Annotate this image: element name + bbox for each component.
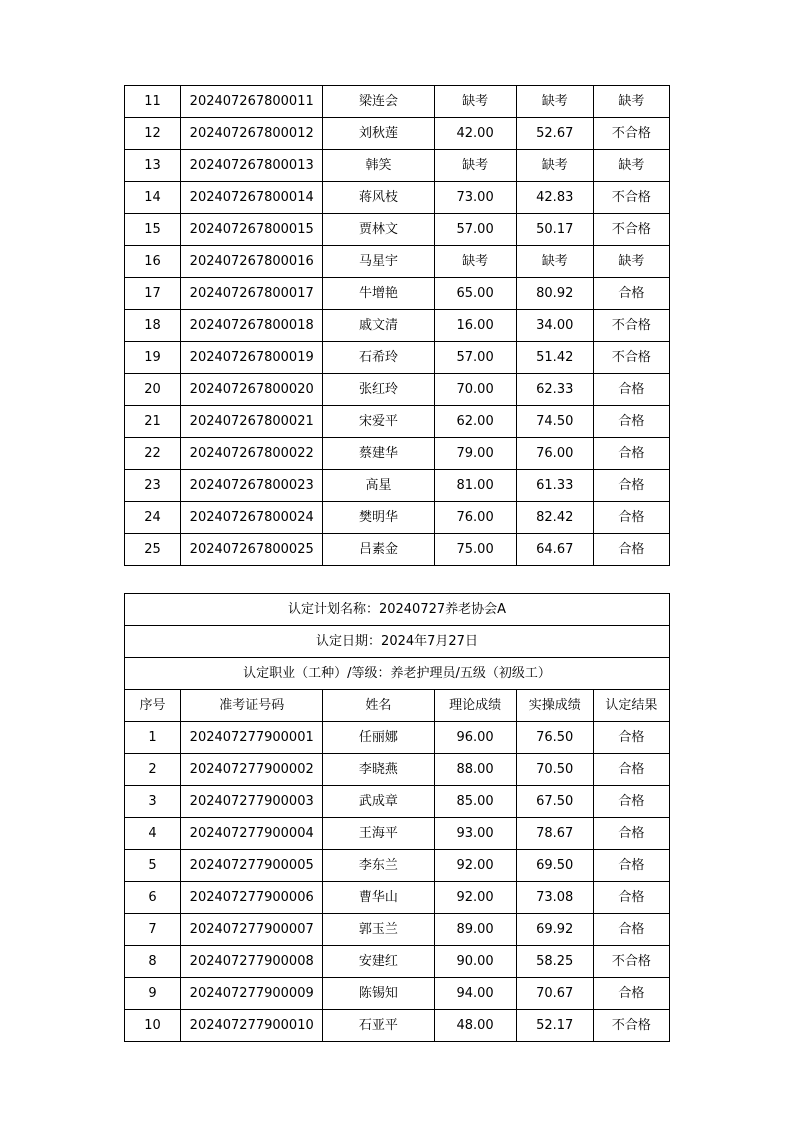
cell-ticket-id: 202407267800021 — [181, 406, 323, 438]
cell-practice-score: 51.42 — [516, 342, 593, 374]
cell-theory-score: 缺考 — [434, 86, 516, 118]
cell-theory-score: 75.00 — [434, 534, 516, 566]
table-row — [125, 118, 670, 150]
table-row — [125, 786, 670, 818]
cell-theory-score: 57.00 — [434, 342, 516, 374]
plan-name-row — [125, 594, 670, 626]
table-row — [125, 534, 670, 566]
plan-name: 认定计划名称：20240727养老协会A — [125, 594, 670, 626]
header-seq: 序号 — [125, 690, 181, 722]
cell-theory-score: 94.00 — [434, 978, 516, 1010]
cell-seq: 16 — [125, 246, 181, 278]
cell-ticket-id: 202407277900010 — [181, 1010, 323, 1042]
table-row — [125, 214, 670, 246]
cell-result: 合格 — [593, 914, 669, 946]
cell-seq: 2 — [125, 754, 181, 786]
cell-ticket-id: 202407277900001 — [181, 722, 323, 754]
cell-ticket-id: 202407267800022 — [181, 438, 323, 470]
cell-practice-score: 50.17 — [516, 214, 593, 246]
cell-result: 缺考 — [593, 246, 669, 278]
cell-practice-score: 52.67 — [516, 118, 593, 150]
cell-theory-score: 48.00 — [434, 1010, 516, 1042]
cell-theory-score: 79.00 — [434, 438, 516, 470]
cell-seq: 18 — [125, 310, 181, 342]
cell-name: 戚文清 — [323, 310, 434, 342]
cell-result: 合格 — [593, 818, 669, 850]
cell-seq: 23 — [125, 470, 181, 502]
cell-seq: 6 — [125, 882, 181, 914]
cell-seq: 3 — [125, 786, 181, 818]
cell-practice-score: 61.33 — [516, 470, 593, 502]
table-row — [125, 342, 670, 374]
cell-practice-score: 缺考 — [516, 150, 593, 182]
cell-seq: 12 — [125, 118, 181, 150]
cell-result: 缺考 — [593, 150, 669, 182]
results-table-1 — [124, 85, 670, 566]
date-row — [125, 626, 670, 658]
cell-name: 郭玉兰 — [323, 914, 434, 946]
cell-practice-score: 69.92 — [516, 914, 593, 946]
cell-ticket-id: 202407267800017 — [181, 278, 323, 310]
cell-theory-score: 70.00 — [434, 374, 516, 406]
cell-seq: 11 — [125, 86, 181, 118]
cell-practice-score: 34.00 — [516, 310, 593, 342]
cell-practice-score: 67.50 — [516, 786, 593, 818]
table-row — [125, 978, 670, 1010]
cell-theory-score: 62.00 — [434, 406, 516, 438]
cell-name: 任丽娜 — [323, 722, 434, 754]
cell-name: 石希玲 — [323, 342, 434, 374]
cell-result: 合格 — [593, 534, 669, 566]
cell-theory-score: 16.00 — [434, 310, 516, 342]
cell-practice-score: 69.50 — [516, 850, 593, 882]
cell-theory-score: 96.00 — [434, 722, 516, 754]
cell-ticket-id: 202407277900005 — [181, 850, 323, 882]
cell-seq: 15 — [125, 214, 181, 246]
cell-ticket-id: 202407267800020 — [181, 374, 323, 406]
cell-name: 王海平 — [323, 818, 434, 850]
cell-theory-score: 92.00 — [434, 882, 516, 914]
cell-seq: 5 — [125, 850, 181, 882]
cell-ticket-id: 202407267800012 — [181, 118, 323, 150]
cell-ticket-id: 202407277900009 — [181, 978, 323, 1010]
cell-theory-score: 65.00 — [434, 278, 516, 310]
cell-result: 合格 — [593, 406, 669, 438]
cell-ticket-id: 202407267800011 — [181, 86, 323, 118]
cell-seq: 9 — [125, 978, 181, 1010]
cell-name: 李晓燕 — [323, 754, 434, 786]
cell-result: 不合格 — [593, 342, 669, 374]
results-table-1-body — [125, 86, 670, 566]
cell-result: 合格 — [593, 882, 669, 914]
cell-ticket-id: 202407277900002 — [181, 754, 323, 786]
table-row — [125, 818, 670, 850]
table-row — [125, 754, 670, 786]
cell-name: 宋爱平 — [323, 406, 434, 438]
cell-practice-score: 76.00 — [516, 438, 593, 470]
cell-practice-score: 70.50 — [516, 754, 593, 786]
table-row — [125, 374, 670, 406]
cell-practice-score: 缺考 — [516, 86, 593, 118]
cell-ticket-id: 202407267800019 — [181, 342, 323, 374]
cell-ticket-id: 202407267800023 — [181, 470, 323, 502]
cell-theory-score: 92.00 — [434, 850, 516, 882]
cell-ticket-id: 202407277900006 — [181, 882, 323, 914]
table-row — [125, 850, 670, 882]
cell-name: 樊明华 — [323, 502, 434, 534]
cell-ticket-id: 202407277900003 — [181, 786, 323, 818]
table-row — [125, 946, 670, 978]
table-row — [125, 722, 670, 754]
cell-result: 不合格 — [593, 182, 669, 214]
cell-practice-score: 52.17 — [516, 1010, 593, 1042]
cell-ticket-id: 202407267800025 — [181, 534, 323, 566]
cell-name: 韩笑 — [323, 150, 434, 182]
table-row — [125, 310, 670, 342]
cell-result: 不合格 — [593, 214, 669, 246]
cell-name: 蒋风枝 — [323, 182, 434, 214]
cell-name: 安建红 — [323, 946, 434, 978]
occupation-level: 认定职业（工种）/等级：养老护理员/五级（初级工） — [125, 658, 670, 690]
cell-practice-score: 64.67 — [516, 534, 593, 566]
cell-ticket-id: 202407267800018 — [181, 310, 323, 342]
cell-seq: 8 — [125, 946, 181, 978]
cell-name: 武成章 — [323, 786, 434, 818]
cell-result: 合格 — [593, 374, 669, 406]
cell-result: 合格 — [593, 978, 669, 1010]
cell-seq: 7 — [125, 914, 181, 946]
cell-ticket-id: 202407267800016 — [181, 246, 323, 278]
table-row — [125, 86, 670, 118]
cell-theory-score: 缺考 — [434, 246, 516, 278]
cell-practice-score: 76.50 — [516, 722, 593, 754]
cell-practice-score: 42.83 — [516, 182, 593, 214]
cell-practice-score: 缺考 — [516, 246, 593, 278]
cell-result: 不合格 — [593, 946, 669, 978]
cell-name: 陈锡知 — [323, 978, 434, 1010]
cell-practice-score: 73.08 — [516, 882, 593, 914]
cell-theory-score: 57.00 — [434, 214, 516, 246]
header-result: 认定结果 — [593, 690, 669, 722]
table-row — [125, 182, 670, 214]
cell-practice-score: 58.25 — [516, 946, 593, 978]
table-row — [125, 470, 670, 502]
cell-theory-score: 42.00 — [434, 118, 516, 150]
cell-practice-score: 80.92 — [516, 278, 593, 310]
cell-theory-score: 缺考 — [434, 150, 516, 182]
cell-seq: 22 — [125, 438, 181, 470]
cell-result: 不合格 — [593, 1010, 669, 1042]
table-row — [125, 278, 670, 310]
table-row — [125, 150, 670, 182]
cell-name: 牛增艳 — [323, 278, 434, 310]
cell-result: 合格 — [593, 786, 669, 818]
cell-name: 梁连会 — [323, 86, 434, 118]
cell-result: 不合格 — [593, 310, 669, 342]
cell-seq: 20 — [125, 374, 181, 406]
cell-seq: 21 — [125, 406, 181, 438]
cell-theory-score: 76.00 — [434, 502, 516, 534]
cell-name: 马星宇 — [323, 246, 434, 278]
table-row — [125, 438, 670, 470]
cell-seq: 24 — [125, 502, 181, 534]
cell-name: 刘秋莲 — [323, 118, 434, 150]
cell-ticket-id: 202407267800015 — [181, 214, 323, 246]
cell-seq: 17 — [125, 278, 181, 310]
table-row — [125, 914, 670, 946]
cell-result: 不合格 — [593, 118, 669, 150]
cell-result: 合格 — [593, 754, 669, 786]
cell-seq: 10 — [125, 1010, 181, 1042]
cell-theory-score: 73.00 — [434, 182, 516, 214]
cell-result: 合格 — [593, 850, 669, 882]
cell-practice-score: 74.50 — [516, 406, 593, 438]
cell-ticket-id: 202407267800024 — [181, 502, 323, 534]
cell-result: 缺考 — [593, 86, 669, 118]
cell-seq: 13 — [125, 150, 181, 182]
table-row — [125, 406, 670, 438]
cell-name: 曹华山 — [323, 882, 434, 914]
cell-result: 合格 — [593, 470, 669, 502]
cell-name: 蔡建华 — [323, 438, 434, 470]
cell-result: 合格 — [593, 438, 669, 470]
table-row — [125, 1010, 670, 1042]
cell-seq: 25 — [125, 534, 181, 566]
header-id: 准考证号码 — [181, 690, 323, 722]
cell-ticket-id: 202407267800014 — [181, 182, 323, 214]
cell-practice-score: 82.42 — [516, 502, 593, 534]
cell-practice-score: 78.67 — [516, 818, 593, 850]
cell-seq: 19 — [125, 342, 181, 374]
cell-theory-score: 81.00 — [434, 470, 516, 502]
cell-practice-score: 70.67 — [516, 978, 593, 1010]
cell-name: 贾林文 — [323, 214, 434, 246]
cell-practice-score: 62.33 — [516, 374, 593, 406]
cell-ticket-id: 202407277900008 — [181, 946, 323, 978]
header-theory: 理论成绩 — [434, 690, 516, 722]
header-practice: 实操成绩 — [516, 690, 593, 722]
cell-name: 李东兰 — [323, 850, 434, 882]
cell-seq: 1 — [125, 722, 181, 754]
cell-theory-score: 85.00 — [434, 786, 516, 818]
cell-theory-score: 88.00 — [434, 754, 516, 786]
header-name: 姓名 — [323, 690, 434, 722]
cell-name: 张红玲 — [323, 374, 434, 406]
table-row — [125, 882, 670, 914]
results-table-2 — [124, 593, 670, 1042]
cell-ticket-id: 202407267800013 — [181, 150, 323, 182]
cell-ticket-id: 202407277900007 — [181, 914, 323, 946]
occupation-row — [125, 658, 670, 690]
cell-result: 合格 — [593, 722, 669, 754]
cell-seq: 4 — [125, 818, 181, 850]
cell-theory-score: 93.00 — [434, 818, 516, 850]
cell-ticket-id: 202407277900004 — [181, 818, 323, 850]
results-table-2-body — [125, 594, 670, 1042]
cell-seq: 14 — [125, 182, 181, 214]
cell-result: 合格 — [593, 502, 669, 534]
table-row — [125, 502, 670, 534]
cell-theory-score: 90.00 — [434, 946, 516, 978]
cell-name: 吕素金 — [323, 534, 434, 566]
cell-result: 合格 — [593, 278, 669, 310]
cell-theory-score: 89.00 — [434, 914, 516, 946]
header-row — [125, 690, 670, 722]
table-row — [125, 246, 670, 278]
cell-name: 石亚平 — [323, 1010, 434, 1042]
exam-date: 认定日期：2024年7月27日 — [125, 626, 670, 658]
cell-name: 高星 — [323, 470, 434, 502]
